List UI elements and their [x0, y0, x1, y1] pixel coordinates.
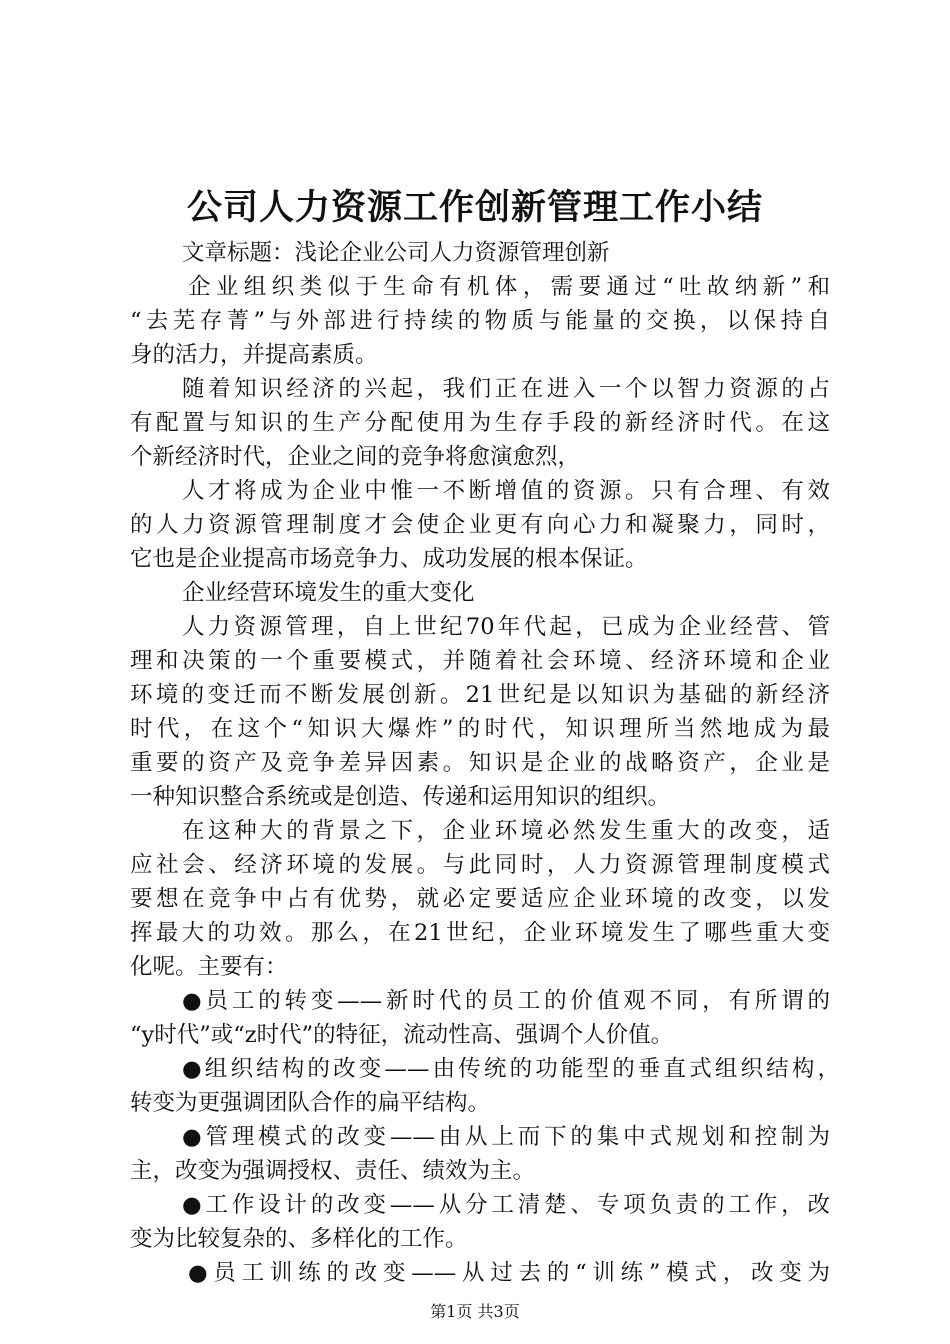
paragraph-line: 要想在竞争中占有优势，就必定要适应企业环境的改变，以发 [130, 886, 830, 912]
bullet-item-line: 变为比较复杂的、多样化的工作。 [130, 1226, 468, 1252]
paragraph-line: “去芜存菁”与外部进行持续的物质与能量的交换，以保持自 [130, 308, 830, 334]
paragraph-line: 挥最大的功效。那么，在21世纪，企业环境发生了哪些重大变 [130, 920, 830, 946]
bullet-item-line: 转变为更强调团队合作的扁平结构。 [130, 1090, 491, 1116]
page-number-footer: 第1页 共3页 [430, 1302, 520, 1321]
paragraph-line: 化呢。主要有： [130, 954, 288, 980]
bullet-item-line: ●员工训练的改变——从过去的“训练”模式，改变为 [188, 1260, 830, 1286]
paragraph-line: 人才将成为企业中惟一不断增值的资源。只有合理、有效 [182, 478, 830, 504]
paragraph-line: 一种知识整合系统或是创造、传递和运用知识的组织。 [130, 784, 671, 810]
paragraph-line: 理和决策的一个重要模式，并随着社会环境、经济环境和企业 [130, 648, 830, 674]
paragraph-line: 应社会、经济环境的发展。与此同时，人力资源管理制度模式 [130, 852, 830, 878]
bullet-item-line: “y时代”或“z时代”的特征，流动性高、强调个人价值。 [130, 1022, 674, 1048]
paragraph-line: 随着知识经济的兴起，我们正在进入一个以智力资源的占 [182, 376, 830, 402]
paragraph-line: 的人力资源管理制度才会使企业更有向心力和凝聚力，同时， [130, 512, 830, 538]
paragraph-line: 它也是企业提高市场竞争力、成功发展的根本保证。 [130, 546, 648, 572]
paragraph-line: 时代，在这个“知识大爆炸”的时代，知识理所当然地成为最 [130, 716, 830, 742]
paragraph-line: 有配置与知识的生产分配使用为生存手段的新经济时代。在这 [130, 410, 830, 436]
bullet-item-line: 主，改变为强调授权、责任、绩效为主。 [130, 1158, 536, 1184]
bullet-item-line: ●工作设计的改变——从分工清楚、专项负责的工作，改 [182, 1192, 830, 1218]
article-title-line: 文章标题：浅论企业公司人力资源管理创新 [182, 240, 610, 266]
bullet-item-line: ●员工的转变——新时代的员工的价值观不同，有所谓的 [182, 988, 830, 1014]
paragraph-line: 重要的资产及竞争差异因素。知识是企业的战略资产，企业是 [130, 750, 830, 776]
paragraph-line: 人力资源管理，自上世纪70年代起，已成为企业经营、管 [182, 614, 830, 640]
bullet-item-line: ●管理模式的改变——由从上而下的集中式规划和控制为 [182, 1124, 830, 1150]
paragraph-line: 环境的变迁而不断发展创新。21世纪是以知识为基础的新经济 [130, 682, 830, 708]
paragraph-line: 个新经济时代，企业之间的竞争将愈演愈烈， [130, 444, 581, 470]
section-heading: 企业经营环境发生的重大变化 [182, 580, 475, 606]
document-title: 公司人力资源工作创新管理工作小结 [186, 187, 763, 228]
paragraph-line: 身的活力，并提高素质。 [130, 342, 378, 368]
bullet-item-line: ●组织结构的改变——由传统的功能型的垂直式组织结构， [182, 1056, 840, 1082]
paragraph-line: 企业组织类似于生命有机体，需要通过“吐故纳新”和 [188, 274, 830, 300]
paragraph-line: 在这种大的背景之下，企业环境必然发生重大的改变，适 [182, 818, 830, 844]
